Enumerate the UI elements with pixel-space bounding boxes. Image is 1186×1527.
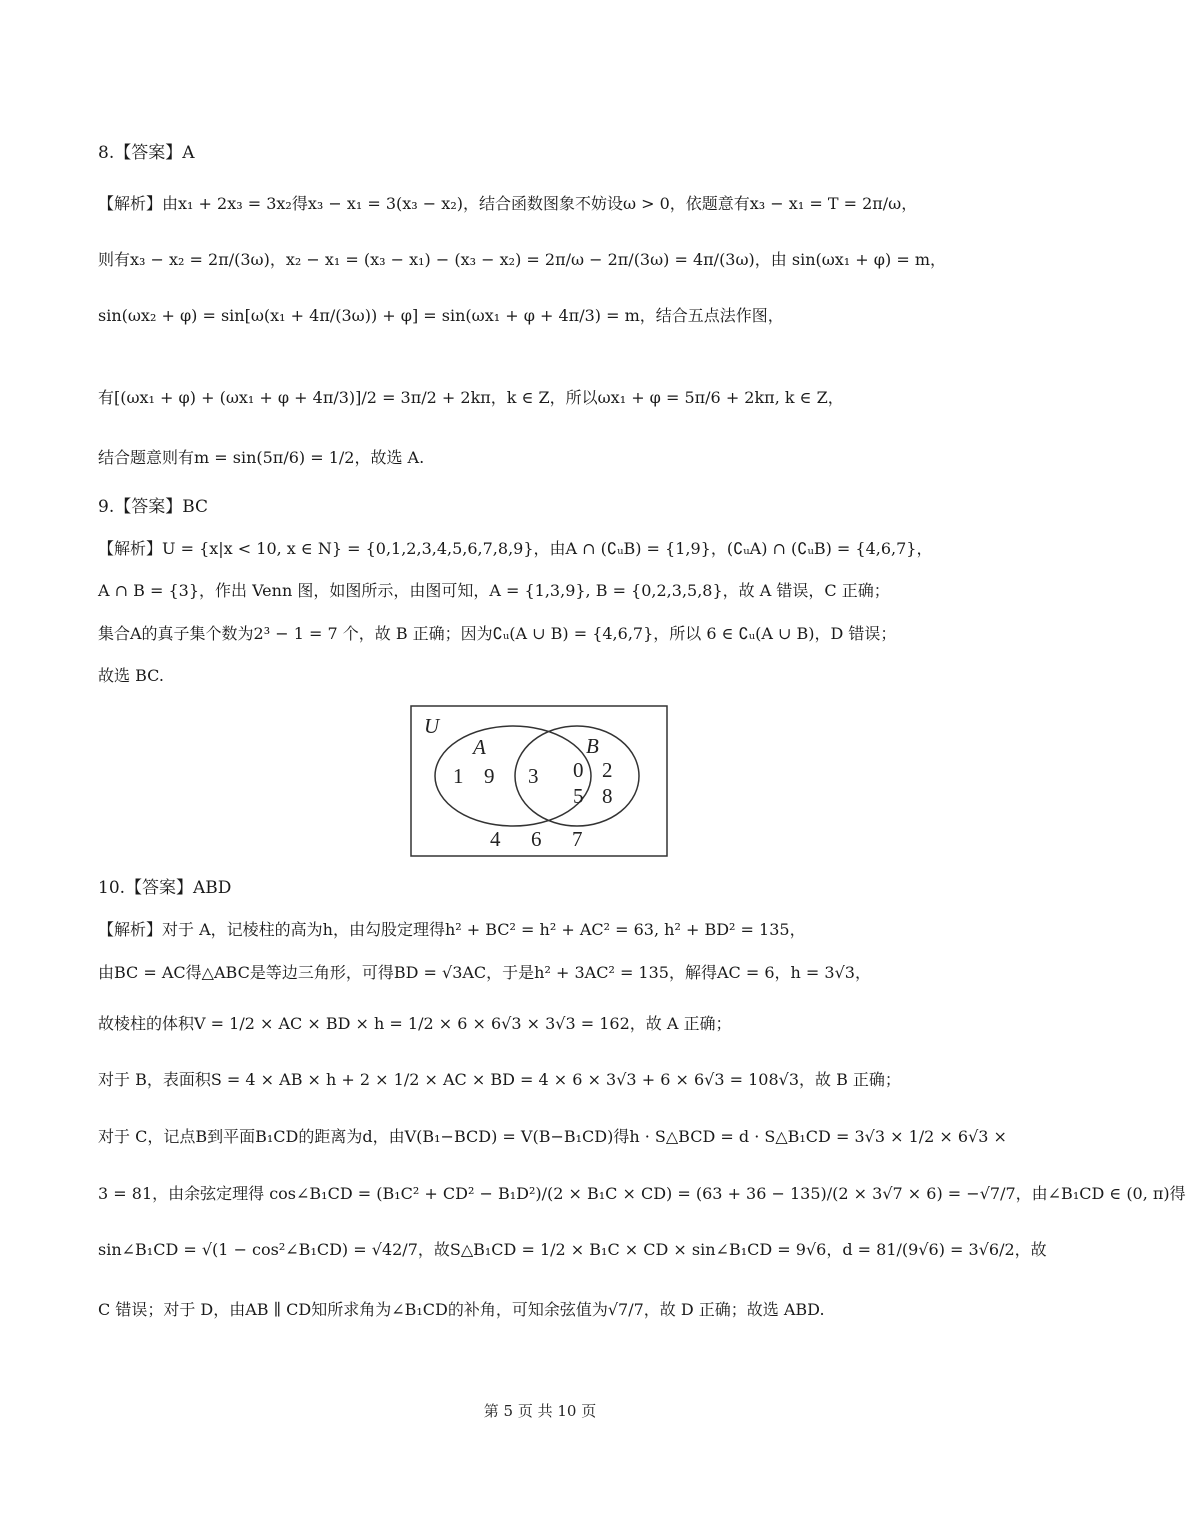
venn-element-6: 6	[531, 827, 542, 851]
q10-explanation-line-4: 对于 B，表面积S = 4 × AB × h + 2 × 1/2 × AC × BD = 4 × 6 × 3√3 + 6 × 6√3 = 108√3，故 B 正确；	[98, 1070, 901, 1089]
venn-element-3: 3	[528, 764, 539, 788]
q10-explanation-line-8: C 错误；对于 D，由AB ∥ CD知所求角为∠B₁CD的补角，可知余弦值为√7/7，故 D 正确；故选 ABD.	[98, 1300, 825, 1319]
set-b-label: B	[586, 734, 599, 758]
q10-explanation-line-1: 【解析】对于 A，记棱柱的高为h，由勾股定理得h² + BC² = h² + AC² = 63, h² + BD² = 135，	[98, 920, 806, 939]
q9-explanation-line-3: 集合A的真子集个数为2³ − 1 = 7 个，故 B 正确；因为∁ᵤ(A ∪ B) = {4,6,7}，所以 6 ∈ ∁ᵤ(A ∪ B)，D 错误；	[98, 624, 897, 643]
q9-answer-header: 9.【答案】BC	[98, 497, 209, 517]
venn-element-8: 8	[602, 784, 613, 808]
venn-element-4: 4	[490, 827, 501, 851]
venn-element-5: 5	[573, 784, 584, 808]
universe-label: U	[424, 714, 440, 738]
q10-explanation-line-3: 故棱柱的体积V = 1/2 × AC × BD × h = 1/2 × 6 × 6√3 × 3√3 = 162，故 A 正确；	[98, 1014, 732, 1033]
q9-explanation-line-1: 【解析】U = {x|x < 10, x ∈ N} = {0,1,2,3,4,5,6,7,8,9}，由A ∩ (∁ᵤB) = {1,9}，(∁ᵤA) ∩ (∁ᵤB) = {4,6,7}，	[98, 539, 933, 558]
q8-explanation-line-4: 有[(ωx₁ + φ) + (ωx₁ + φ + 4π/3)]/2 = 3π/2 + 2kπ，k ∈ Z，所以ωx₁ + φ = 5π/6 + 2kπ, k ∈ Z，	[98, 388, 844, 407]
venn-element-2: 2	[602, 758, 613, 782]
q9-explanation-line-4: 故选 BC.	[98, 666, 164, 685]
q8-answer-header: 8.【答案】A	[98, 143, 195, 163]
q8-explanation-line-2: 则有x₃ − x₂ = 2π/(3ω)，x₂ − x₁ = (x₃ − x₁) − (x₃ − x₂) = 2π/ω − 2π/(3ω) = 4π/(3ω)，由 sin(ωx₁ + φ) = m，	[98, 250, 946, 269]
q8-explanation-line-5: 结合题意则有m = sin(5π/6) = 1/2，故选 A.	[98, 448, 425, 467]
q10-explanation-line-2: 由BC = AC得△ABC是等边三角形，可得BD = √3AC，于是h² + 3AC² = 135，解得AC = 6，h = 3√3，	[98, 963, 871, 982]
page-number-footer: 第 5 页 共 10 页	[483, 1402, 597, 1420]
q10-answer-header: 10.【答案】ABD	[98, 878, 232, 898]
q9-explanation-line-2: A ∩ B = {3}，作出 Venn 图，如图所示，由图可知，A = {1,3,9}, B = {0,2,3,5,8}，故 A 错误，C 正确；	[98, 581, 890, 600]
q8-explanation-line-3: sin(ωx₂ + φ) = sin[ω(x₁ + 4π/(3ω)) + φ] = sin(ωx₁ + φ + 4π/3) = m，结合五点法作图，	[98, 306, 784, 325]
set-a-label: A	[473, 735, 486, 759]
q10-explanation-line-5: 对于 C，记点B到平面B₁CD的距离为d，由V(B₁−BCD) = V(B−B₁CD)得h · S△BCD = d · S△B₁CD = 3√3 × 1/2 × 6√3 ×	[98, 1127, 1007, 1146]
q8-explanation-line-1: 【解析】由x₁ + 2x₃ = 3x₂得x₃ − x₁ = 3(x₃ − x₂)，结合函数图象不妨设ω > 0，依题意有x₃ − x₁ = T = 2π/ω，	[98, 194, 918, 213]
venn-diagram	[410, 705, 668, 857]
venn-element-9: 9	[484, 764, 495, 788]
q10-explanation-line-7: sin∠B₁CD = √(1 − cos²∠B₁CD) = √42/7，故S△B₁CD = 1/2 × B₁C × CD × sin∠B₁CD = 9√6，d = 81/(9√6) = 3√6/2，故	[98, 1240, 1047, 1259]
venn-element-1: 1	[453, 764, 464, 788]
venn-element-0: 0	[573, 758, 584, 782]
venn-element-7: 7	[572, 827, 583, 851]
q10-explanation-line-6: 3 = 81，由余弦定理得 cos∠B₁CD = (B₁C² + CD² − B₁D²)/(2 × B₁C × CD) = (63 + 36 − 135)/(2 × 3√7 × 6) = −√7/7，由∠B₁CD ∈ (0, π)得	[98, 1184, 1186, 1203]
